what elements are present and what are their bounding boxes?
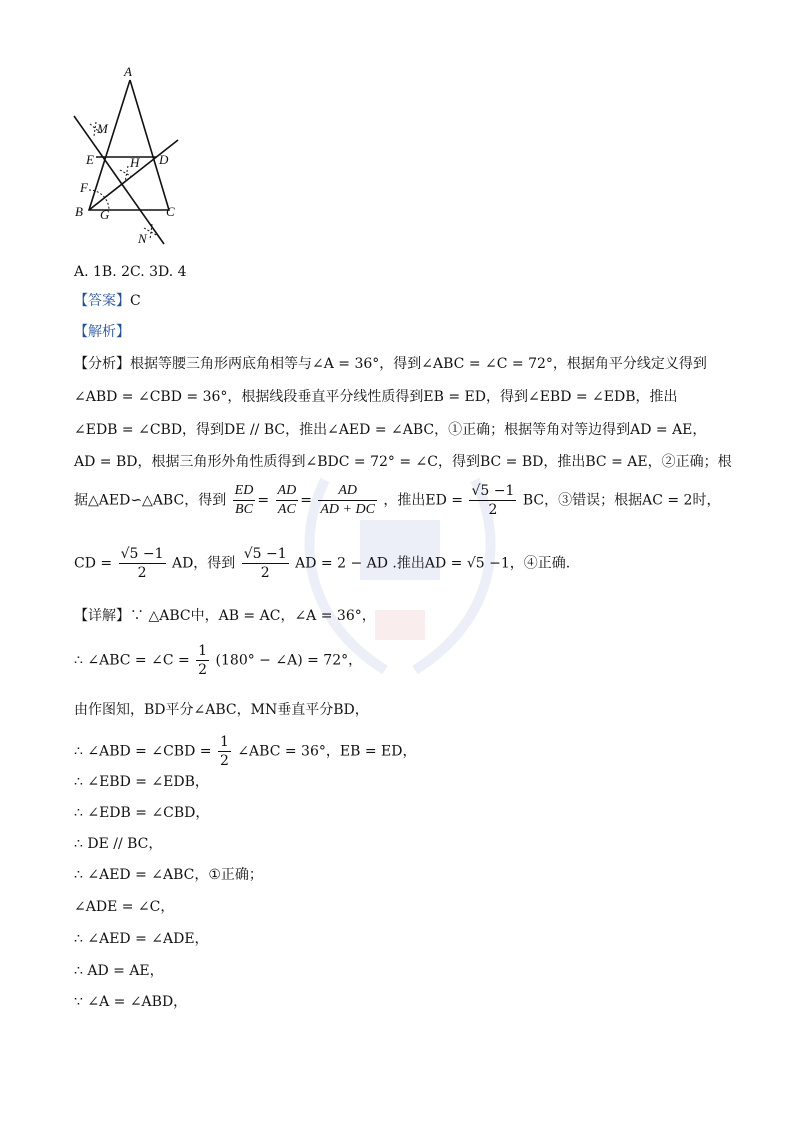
fenxi-l6-text-a: CD = bbox=[74, 555, 113, 572]
xiangjie-line-3: 由作图知，BD平分∠ABC，MN垂直平分BD， bbox=[74, 702, 369, 718]
xiangjie-l4-text-a: ∴ ∠ABD = ∠CBD = bbox=[74, 743, 212, 760]
label-h: H bbox=[130, 155, 140, 170]
fraction-sqrt5-b: $\frac{√5 -1}{2}$ bbox=[243, 546, 287, 581]
xiangjie-line-9: ∠ADE = ∠C， bbox=[74, 899, 175, 915]
xiangjie-line-12: ∵ ∠A = ∠ABD， bbox=[74, 994, 188, 1010]
fraction-half-1: $\frac{1}{2}$ bbox=[198, 643, 208, 678]
fraction-ed-bc: $\frac{ED}{BC}$ bbox=[234, 483, 254, 517]
xiangjie-line-1: 【详解】∵ △ABC中，AB = AC，∠A = 36°， bbox=[74, 608, 376, 624]
fraction-sqrt5: $\frac{√5 -1}{2}$ bbox=[471, 483, 515, 518]
label-m: M bbox=[97, 121, 108, 136]
xiangjie-line-4 bbox=[74, 733, 416, 770]
fenxi-line-4: AD = BD，根据三角形外角性质得到∠BDC = 72° = ∠C，得到BC = BD，推出BC = AE，②正确；根 bbox=[74, 454, 732, 470]
fenxi-l5-text-c: BC，③错误；根据AC = 2时， bbox=[522, 492, 721, 509]
xiangjie-l2-text-b: (180° − ∠A) = 72°， bbox=[215, 652, 363, 669]
fraction-half-2: $\frac{1}{2}$ bbox=[219, 734, 229, 769]
answer-value: C bbox=[130, 293, 141, 309]
fenxi-line-6 bbox=[74, 545, 570, 582]
label-d: D bbox=[159, 152, 169, 167]
fenxi-l6-text-c: AD = 2 − AD .推出AD = √5 −1，④正确. bbox=[295, 555, 571, 572]
label-f: F bbox=[80, 180, 88, 195]
xiangjie-line-8: ∴ ∠AED = ∠ABC，①正确； bbox=[74, 867, 263, 883]
xiangjie-line-5: ∴ ∠EBD = ∠EDB， bbox=[74, 774, 209, 790]
fenxi-line-2: ∠ABD = ∠CBD = 36°，根据线段垂直平分线性质得到EB = ED，得到∠EBD = ∠EDB，推出 bbox=[74, 389, 678, 405]
fenxi-line-3: ∠EDB = ∠CBD，得到DE // BC，推出∠AED = ∠ABC，①正确；根据等角对等边得到AD = AE， bbox=[74, 422, 707, 438]
fenxi-l5-text-b: ，推出ED = bbox=[383, 492, 464, 509]
analysis-label: 【解析】 bbox=[74, 324, 130, 340]
fraction-ad-ac: $\frac{AD}{AC}$ bbox=[277, 483, 297, 517]
label-b: B bbox=[75, 204, 83, 219]
xiangjie-line-6: ∴ ∠EDB = ∠CBD， bbox=[74, 805, 210, 821]
xiangjie-line-7: ∴ DE // BC， bbox=[74, 836, 163, 852]
triangle-abc bbox=[89, 80, 169, 210]
xiangjie-line-2 bbox=[74, 642, 362, 679]
xiangjie-l2-text-a: ∴ ∠ABC = ∠C = bbox=[74, 652, 190, 669]
xiangjie-l4-text-b: ∠ABC = 36°，EB = ED， bbox=[237, 743, 417, 760]
label-g: G bbox=[100, 207, 110, 222]
geometry-figure bbox=[62, 60, 192, 250]
answer-label: 【答案】 bbox=[74, 293, 130, 309]
xiangjie-line-11: ∴ AD = AE， bbox=[74, 963, 164, 979]
fraction-ad-adc: $\frac{AD}{AD + DC}$ bbox=[320, 483, 375, 517]
label-n: N bbox=[138, 231, 147, 246]
fenxi-l5-text-a: 据△AED∽△ABC，得到 bbox=[74, 492, 227, 509]
fraction-sqrt5-a: $\frac{√5 -1}{2}$ bbox=[120, 546, 164, 581]
answer-line bbox=[74, 291, 141, 311]
xiangjie-line-10: ∴ ∠AED = ∠ADE， bbox=[74, 931, 209, 947]
fenxi-l6-text-b: AD，得到 bbox=[171, 555, 236, 572]
fenxi-line-5: 据△AED∽△ABC，得到 $\frac{ED}{BC}$ = $\frac{AD}{AC}$ = $\frac{AD}{AD + DC}$ ，推出ED = $\frac{√5 -1}{2}$ BC，③错误；根据AC = 2时， bbox=[74, 483, 721, 518]
label-a: A bbox=[124, 64, 132, 79]
fenxi-line-1: 【分析】根据等腰三角形两底角相等与∠A = 36°，得到∠ABC = ∠C = 72°，根据角平分线定义得到 bbox=[74, 356, 707, 372]
label-e: E bbox=[86, 152, 94, 167]
options-line: A. 1B. 2C. 3D. 4 bbox=[74, 264, 187, 280]
label-c: C bbox=[166, 204, 175, 219]
